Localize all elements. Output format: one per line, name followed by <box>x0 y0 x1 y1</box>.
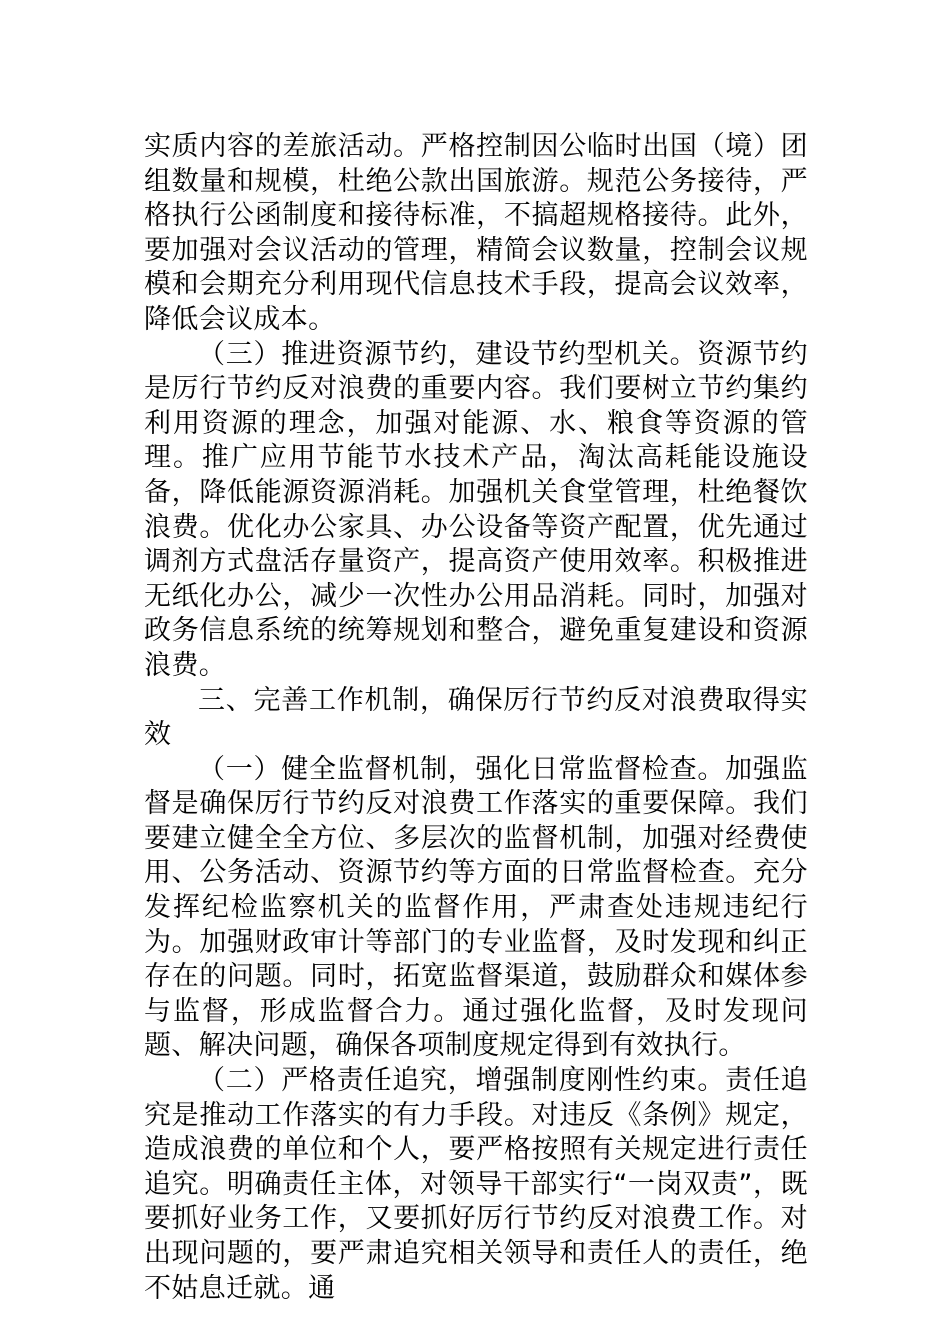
paragraph-resource-saving: （三）推进资源节约，建设节约型机关。资源节约是厉行节约反对浪费的重要内容。我们要树立节约集约利用资源的理念，加强对能源、水、粮食等资源的管理。推广应用节能节水技术产品，淘汰高耗能设施设备，降低能源资源消耗。加强机关食堂管理，杜绝餐饮浪费。优化办公家具、办公设备等资产配置，优先通过调剂方式盘活存量资产，提高资产使用效率。积极推进无纸化办公，减少一次性办公用品消耗。同时，加强对政务信息系统的统筹规划和整合，避免重复建设和资源浪费。 <box>144 338 808 681</box>
paragraph-supervision: （一）健全监督机制，强化日常监督检查。加强监督是确保厉行节约反对浪费工作落实的重要保障。我们要建立健全全方位、多层次的监督机制，加强对经费使用、公务活动、资源节约等方面的日常监督检查。充分发挥纪检监察机关的监督作用，严肃查处违规违纪行为。加强财政审计等部门的专业监督，及时发现和纠正存在的问题。同时，拓宽监督渠道，鼓励群众和媒体参与监督，形成监督合力。通过强化监督，及时发现问题、解决问题，确保各项制度规定得到有效执行。 <box>144 753 808 1062</box>
paragraph-accountability: （二）严格责任追究，增强制度刚性约束。责任追究是推动工作落实的有力手段。对违反《条例》规定，造成浪费的单位和个人，要严格按照有关规定进行责任追究。明确责任主体，对领导干部实行“一岗双责”，既要抓好业务工作，又要抓好厉行节约反对浪费工作。对出现问题的，要严肃追究相关领导和责任人的责任，绝不姑息迁就。通 <box>144 1065 808 1304</box>
document-body <box>144 130 808 1306</box>
paragraph-continuation: 实质内容的差旅活动。严格控制因公临时出国（境）团组数量和规模，杜绝公款出国旅游。规范公务接待，严格执行公函制度和接待标准，不搞超规格接待。此外，要加强对会议活动的管理，精简会议数量，控制会议规模和会期充分利用现代信息技术手段，提高会议效率，降低会议成本。 <box>144 131 808 335</box>
section-heading: 三、完善工作机制，确保厉行节约反对浪费取得实效 <box>144 684 808 751</box>
